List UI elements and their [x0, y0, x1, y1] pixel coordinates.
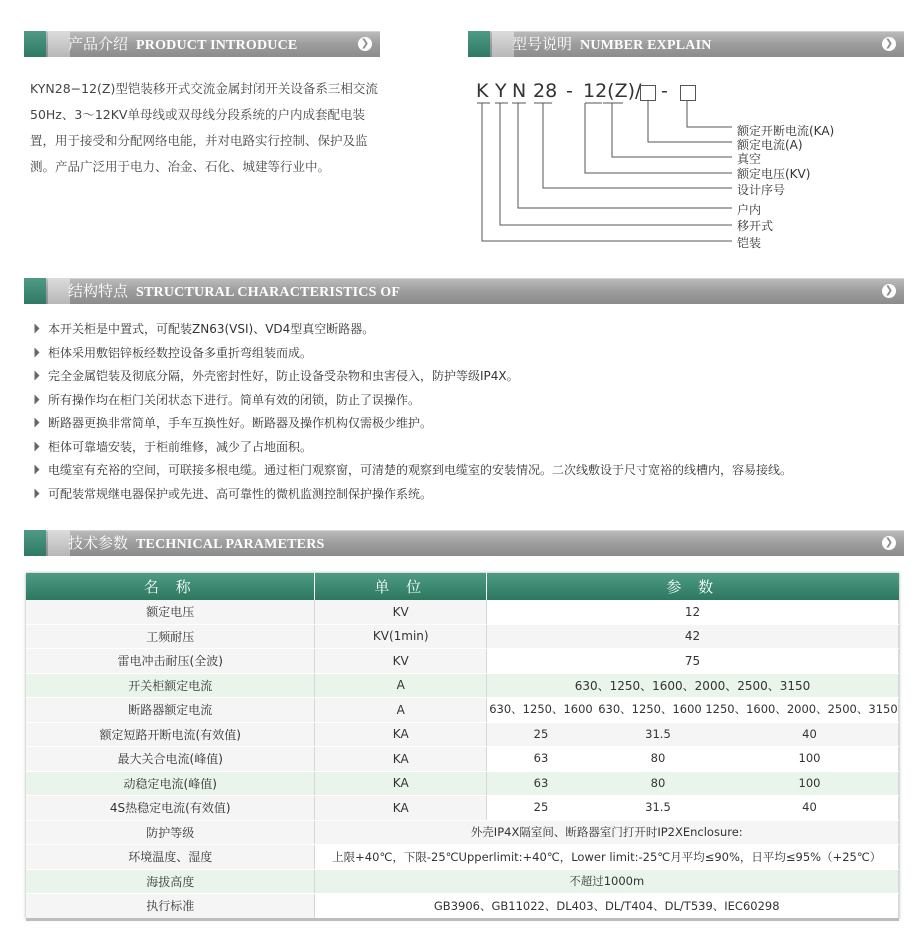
param-value: 75: [486, 649, 898, 674]
param-name: 执行标准: [26, 894, 315, 919]
model-explain-item: 铠装: [737, 236, 762, 250]
feature-item: [32, 344, 312, 361]
bar-separator: [48, 530, 70, 556]
section-title-zh: 型号说明: [512, 35, 573, 53]
feature-text: 断路器更换非常简单，手车互换性好。断路器及操作机构仅需极少维护。: [48, 416, 433, 430]
model-code-k: K: [476, 80, 489, 102]
bar-accent: [468, 31, 490, 57]
bullet-icon: [35, 418, 40, 428]
model-explain-item: 户内: [737, 203, 762, 217]
param-name: 动稳定电流(峰值): [26, 771, 315, 796]
param-value: 100: [798, 775, 821, 790]
model-code-dash: -: [661, 80, 668, 102]
table-row: [26, 845, 899, 870]
table-row: [26, 673, 899, 698]
param-value-group: [486, 771, 898, 796]
bullet-icon: [35, 465, 40, 475]
section-bar-model: [468, 31, 904, 57]
param-name: 额定电压: [26, 600, 315, 624]
table-row: [26, 747, 899, 772]
param-value: 12: [486, 600, 898, 624]
model-code-dash: -: [566, 80, 573, 102]
feature-text: 完全金属铠装及彻底分隔，外壳密封性好，防止设备受杂物和虫害侵入，防护等级IP4X。: [48, 369, 519, 383]
model-explain-item: 真空: [737, 152, 762, 166]
param-name: 工频耐压: [26, 624, 315, 649]
param-value: 25: [533, 726, 549, 741]
section-title-zh: 结构特点: [68, 282, 129, 300]
table-row: [26, 722, 899, 747]
table-row: [26, 649, 899, 674]
model-explain-item: 额定电压(KV): [737, 167, 811, 181]
bullet-icon: [35, 371, 40, 381]
table-row: [26, 600, 899, 624]
table-header: 单 位: [315, 573, 487, 600]
section-title-en: PRODUCT INTRODUCE: [136, 38, 298, 53]
table-row: [26, 894, 899, 919]
param-value: 40: [802, 800, 817, 815]
model-code-y: Y: [495, 80, 507, 102]
chevron-right-icon[interactable]: ❯: [882, 37, 896, 51]
bar-accent: [24, 530, 46, 556]
param-unit: A: [315, 673, 487, 698]
param-value: 40: [802, 726, 817, 741]
bullet-icon: [35, 442, 40, 452]
section-title: [68, 530, 325, 558]
param-name: 海拔高度: [26, 869, 315, 894]
table-header: 参 数: [486, 573, 898, 600]
bar-accent: [24, 278, 46, 304]
section-title-zh: 产品介绍: [68, 35, 129, 53]
param-name: 开关柜额定电流: [26, 673, 315, 698]
param-unit: KV: [315, 649, 487, 674]
section-title: [512, 31, 712, 59]
param-value: 630、1250、1600、2000、2500、3150: [486, 673, 898, 698]
param-name: 断路器额定电流: [26, 698, 315, 723]
param-value: 25: [533, 800, 549, 815]
param-value: 不超过1000m: [315, 869, 899, 894]
feature-item: [32, 438, 312, 455]
param-value-group: [486, 698, 898, 723]
feature-item: [32, 367, 519, 384]
table-row: [26, 771, 899, 796]
bar-separator: [48, 31, 70, 57]
feature-item: [32, 414, 432, 431]
feature-item: [32, 391, 420, 408]
model-code-box-1: [640, 85, 656, 101]
param-value: 1250、1600、2000、2500、3150: [705, 702, 898, 717]
param-unit: KA: [315, 722, 487, 747]
param-name: 额定短路开断电流(有效值): [26, 722, 315, 747]
param-name: 最大关合电流(峰值): [26, 747, 315, 772]
parameters-table: [26, 573, 899, 919]
param-value: 上限+40℃，下限-25℃Upperlimit:+40℃，Lower limit:-25℃月平均≤90%，日平均≤95%（+25℃）: [315, 845, 899, 870]
table-row: [26, 820, 899, 845]
section-title-en: NUMBER EXPLAIN: [580, 38, 712, 53]
param-value-group: [486, 747, 898, 772]
param-unit: KA: [315, 771, 487, 796]
param-unit: KV(1min): [315, 624, 487, 649]
feature-item: [32, 461, 792, 478]
model-explain-item: 额定开断电流(KA): [737, 124, 835, 138]
section-title: [68, 31, 297, 59]
feature-text: 可配装常规继电器保护或先进、高可靠性的微机监测控制保护操作系统。: [48, 487, 433, 501]
section-bar-intro: [24, 31, 380, 57]
section-bar-params: [24, 530, 904, 556]
param-value: 80: [650, 775, 666, 790]
bar-separator: [48, 278, 70, 304]
param-name: 防护等级: [26, 820, 315, 845]
chevron-right-icon[interactable]: ❯: [882, 536, 896, 550]
section-title-en: TECHNICAL PARAMETERS: [136, 537, 325, 552]
param-value: 31.5: [645, 800, 671, 815]
table-header: 名 称: [26, 573, 315, 600]
bar-accent: [24, 31, 46, 57]
param-value: 31.5: [645, 726, 671, 741]
param-value: 外壳IP4X隔室间、断路器室门打开时IP2XEnclosure:: [315, 820, 899, 845]
table-bottom-border: [26, 918, 899, 921]
chevron-right-icon[interactable]: ❯: [882, 284, 896, 298]
bullet-icon: [35, 489, 40, 499]
section-title-en: STRUCTURAL CHARACTERISTICS OF: [136, 285, 401, 300]
model-code-n: N: [512, 80, 527, 102]
table-row: [26, 796, 899, 821]
model-explain-item: 额定电流(A): [737, 138, 803, 152]
table-row: [26, 869, 899, 894]
intro-paragraph: KYN28−12(Z)型铠装移开式交流金属封闭开关设备系三相交流50Hz、3～12KV单母线或双母线分段系统的户内成套配电装置，用于接受和分配网络电能，并对电路实行控制、保护及监测。产品广泛用于电力、冶金、石化、城建等行业中。: [30, 81, 378, 174]
param-unit: KA: [315, 747, 487, 772]
param-value: 630、1250、1600: [598, 702, 702, 717]
param-value: GB3906、GB11022、DL403、DL/T404、DL/T539、IEC60298: [315, 894, 899, 919]
feature-item: [32, 320, 374, 337]
section-bar-features: [24, 278, 904, 304]
chevron-right-icon[interactable]: ❯: [358, 37, 372, 51]
param-value-group: [486, 722, 898, 747]
model-explain-item: 移开式: [737, 219, 774, 233]
param-value: 100: [798, 751, 821, 766]
feature-text: 柜体采用敷铝锌板经数控设备多重折弯组装而成。: [48, 346, 313, 360]
model-code-box-2: [680, 85, 696, 101]
section-title-zh: 技术参数: [68, 534, 129, 552]
param-unit: KV: [315, 600, 487, 624]
param-value: 80: [650, 751, 666, 766]
param-name: 环境温度、湿度: [26, 845, 315, 870]
model-code-number: 28: [533, 80, 558, 102]
param-value: 63: [533, 751, 549, 766]
bullet-icon: [35, 324, 40, 334]
model-explain-item: 设计序号: [737, 183, 786, 197]
table-row: [26, 698, 899, 723]
bullet-icon: [35, 395, 40, 405]
model-code-voltage: 12(Z)/: [583, 80, 642, 102]
table-row: [26, 624, 899, 649]
param-unit: A: [315, 698, 487, 723]
param-name: 4S热稳定电流(有效值): [26, 796, 315, 821]
param-value: 42: [486, 624, 898, 649]
feature-text: 电缆室有充裕的空间，可联接多根电缆。通过柜门观察窗，可清楚的观察到电缆室的安装情况。二次线敷设于尺寸宽裕的线槽内，容易接线。: [48, 463, 793, 477]
section-title: [68, 278, 400, 306]
table-header-row: [26, 573, 899, 600]
feature-item: [32, 485, 432, 502]
feature-text: 所有操作均在柜门关闭状态下进行。简单有效的闭锁，防止了误操作。: [48, 393, 421, 407]
param-unit: KA: [315, 796, 487, 821]
feature-text: 本开关柜是中置式，可配装ZN63(VSI)、VD4型真空断路器。: [48, 322, 375, 336]
param-value-group: [486, 796, 898, 821]
param-value: 630、1250、1600: [489, 702, 593, 717]
param-value: 63: [533, 775, 549, 790]
feature-text: 柜体可靠墙安装，于柜前维修，减少了占地面积。: [48, 440, 313, 454]
bar-separator: [492, 31, 514, 57]
param-name: 雷电冲击耐压(全波): [26, 649, 315, 674]
bullet-icon: [35, 348, 40, 358]
